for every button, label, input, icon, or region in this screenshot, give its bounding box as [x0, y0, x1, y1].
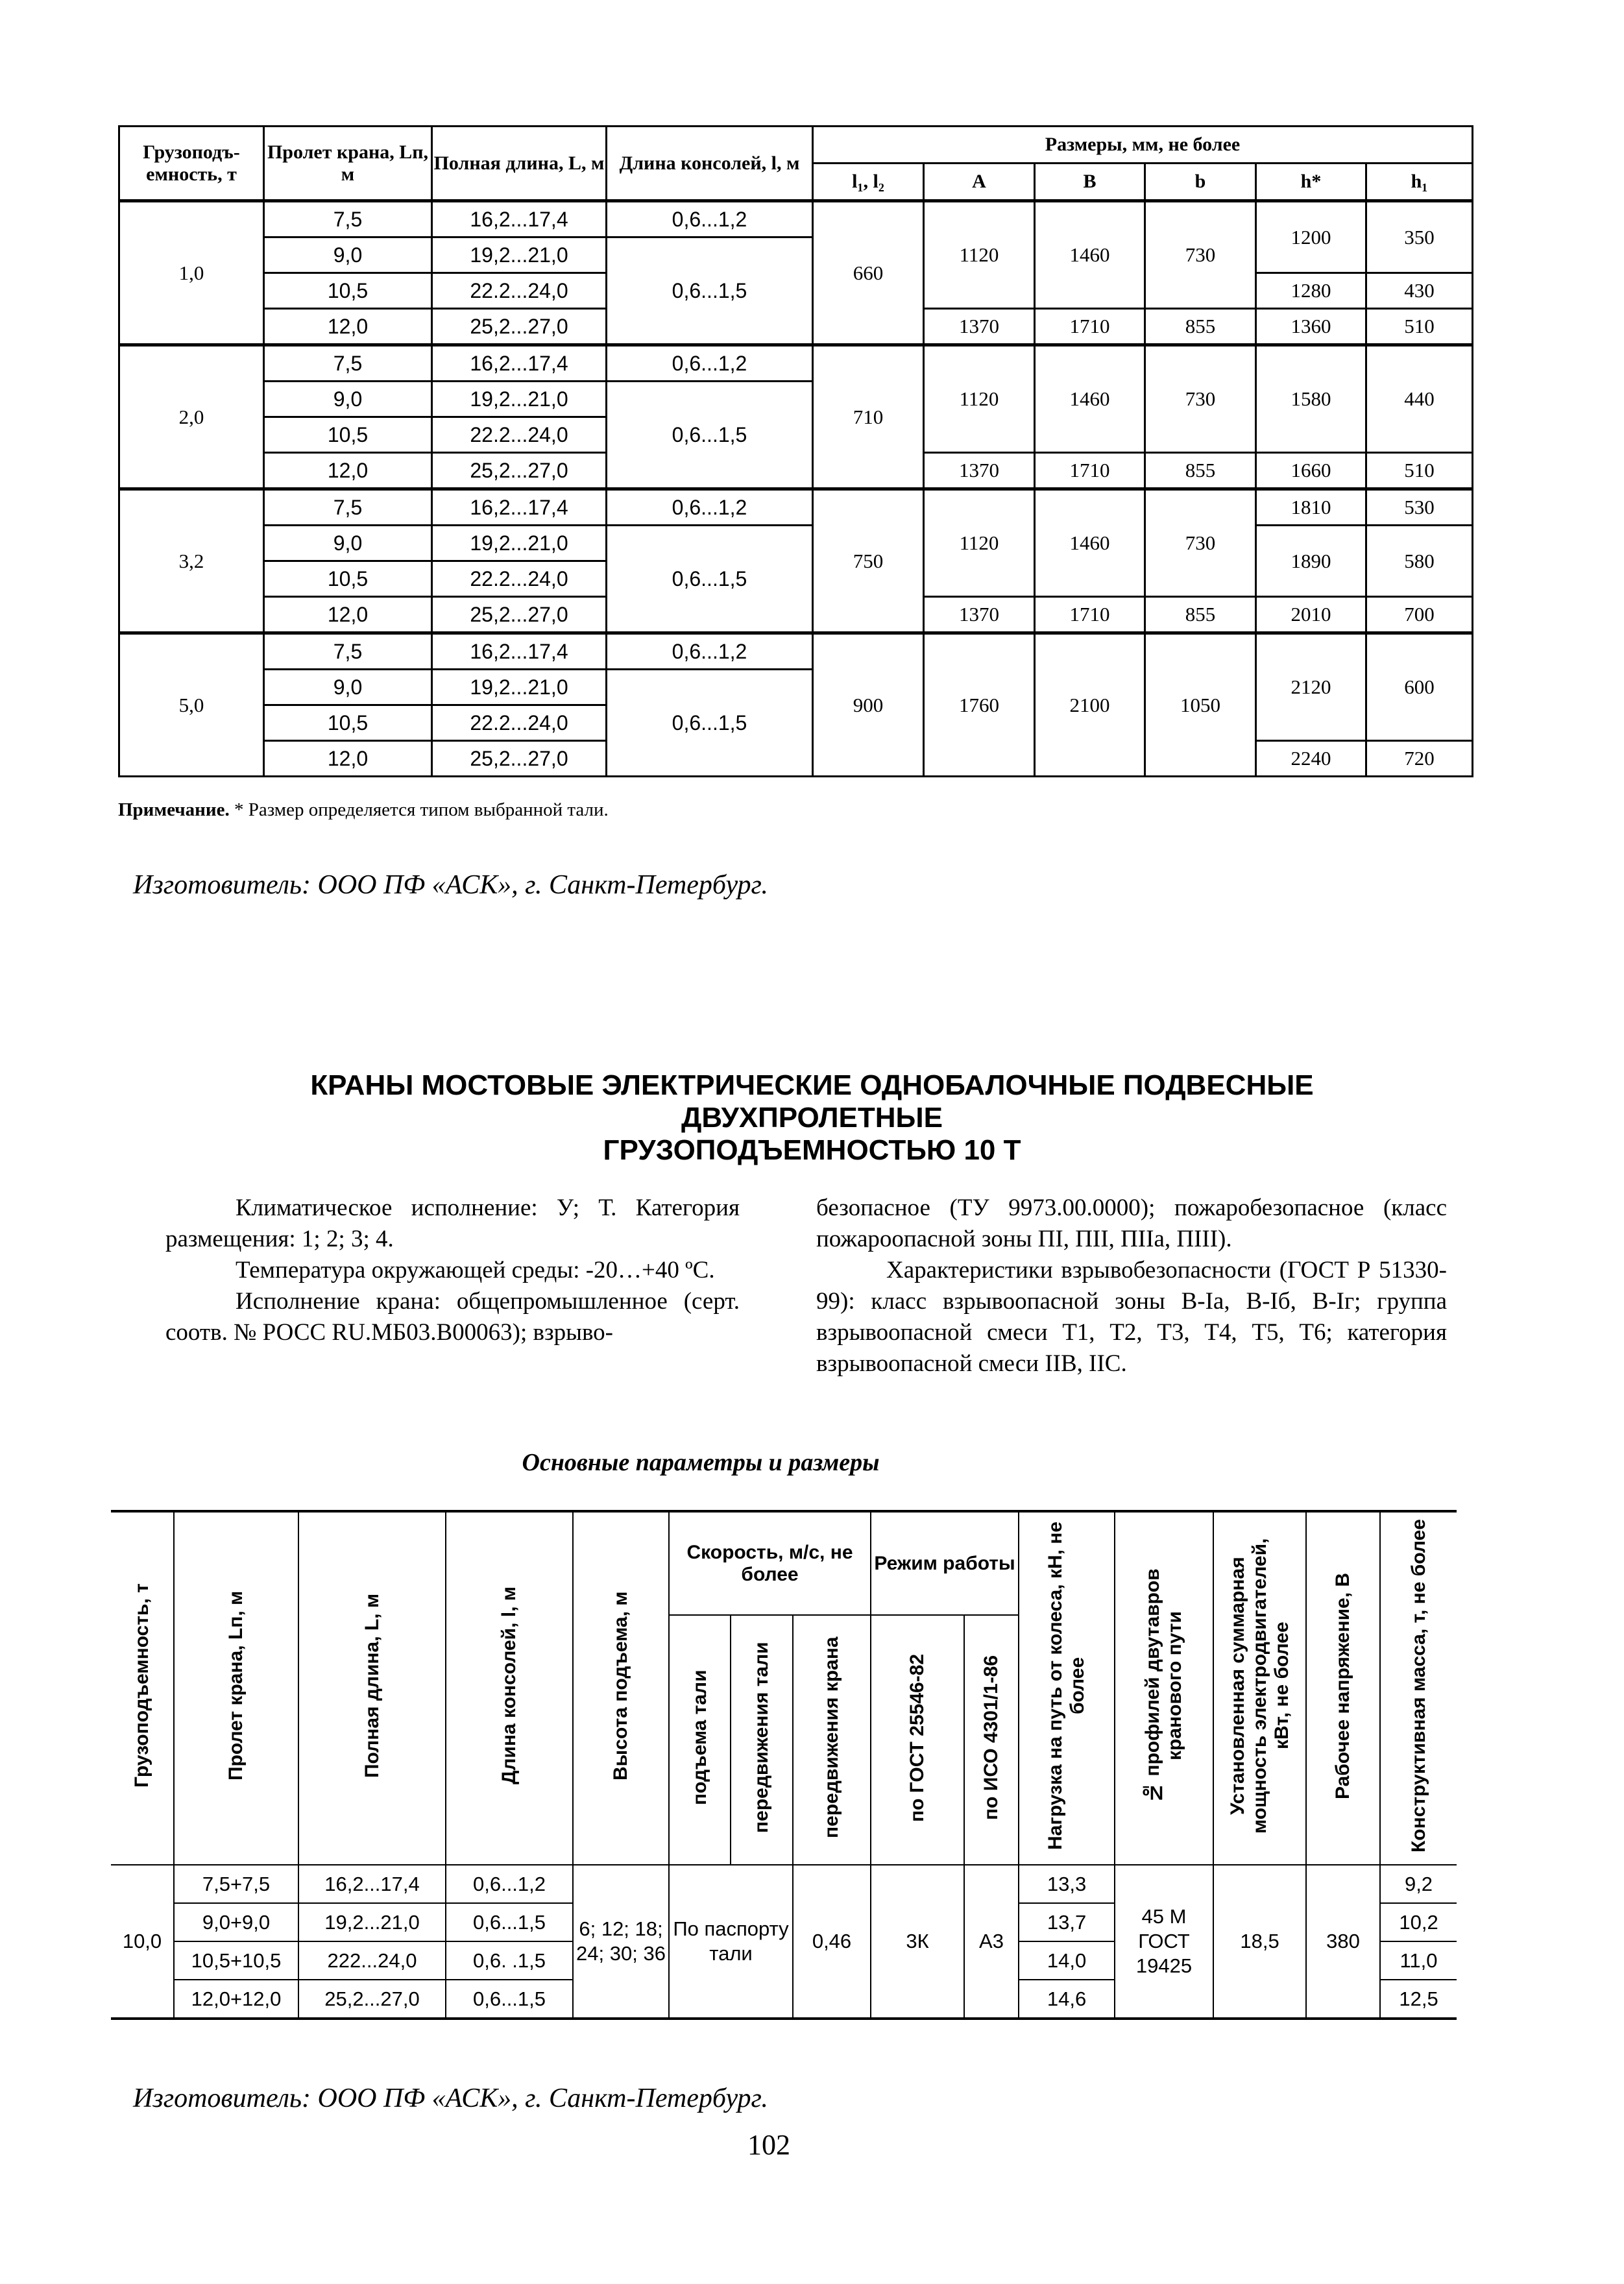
cell: А3: [964, 1865, 1019, 2019]
header-hoist-speed: подъема тали: [669, 1615, 731, 1865]
cell: 12,5: [1380, 1980, 1457, 2019]
cell: 19,2...21,0: [298, 1903, 446, 1941]
cell: 1370: [924, 597, 1035, 633]
cell: 1200: [1256, 201, 1366, 273]
cell: 7,5: [264, 201, 432, 237]
note-label: Примечание.: [118, 799, 230, 820]
cell: 2120: [1256, 633, 1366, 741]
cell: 25,2...27,0: [432, 741, 607, 777]
cell: 580: [1366, 526, 1473, 597]
header-speed: Скорость, м/с, не более: [669, 1511, 871, 1615]
cell: 2240: [1256, 741, 1366, 777]
header-mass: Конструктивная масса, т, не более: [1380, 1511, 1457, 1865]
cell: 16,2...17,4: [298, 1865, 446, 1903]
cell: 1710: [1035, 597, 1145, 633]
cell: 730: [1145, 201, 1256, 309]
cell: 10,5: [264, 417, 432, 453]
cell: 660: [813, 201, 924, 345]
cell: 13,7: [1019, 1903, 1115, 1941]
cell: 430: [1366, 273, 1473, 309]
header-span: Пролет крана, Lп, м: [174, 1511, 298, 1865]
cell: 13,3: [1019, 1865, 1115, 1903]
cell: 855: [1145, 597, 1256, 633]
manufacturer-line: Изготовитель: ООО ПФ «АСК», г. Санкт-Петербург.: [133, 2084, 768, 2113]
cell: 1,0: [119, 201, 264, 345]
cell: 10,0: [111, 1865, 174, 2019]
table-row: [119, 633, 1473, 670]
cell: 9,0: [264, 237, 432, 273]
cell: 1660: [1256, 453, 1366, 489]
cell: 19,2...21,0: [432, 670, 607, 705]
cell: 12,0+12,0: [174, 1980, 298, 2019]
cell: 12,0: [264, 597, 432, 633]
cell: 0,46: [793, 1865, 871, 2019]
header-capacity: Грузоподъ-емность, т: [119, 127, 264, 201]
cell: 0,6...1,2: [607, 633, 813, 670]
cell: 0,6...1,2: [607, 345, 813, 382]
table-note: [118, 799, 609, 821]
table-subtitle: Основные параметры и размеры: [522, 1449, 880, 1476]
cell: 9,0: [264, 670, 432, 705]
cell: 1050: [1145, 633, 1256, 777]
cell: 1710: [1035, 309, 1145, 345]
table-row: [119, 345, 1473, 382]
body-text-left: [165, 1193, 740, 1348]
header-capacity: Грузоподъемность, т: [111, 1511, 174, 1865]
cell: 900: [813, 633, 924, 777]
header-console: Длина консолей, l, м: [607, 127, 813, 201]
table-row: [119, 526, 1473, 561]
cell: 750: [813, 489, 924, 633]
cell: 7,5: [264, 345, 432, 382]
paragraph: Исполнение крана: общепромышленное (серт. соотв. № РОСС RU.МБ03.В00063); взрыво-: [165, 1288, 740, 1346]
cell: 7,5: [264, 489, 432, 526]
cell: 10,5+10,5: [174, 1941, 298, 1980]
cell: 14,6: [1019, 1980, 1115, 2019]
cell: 0,6...1,5: [607, 237, 813, 345]
cell: 1760: [924, 633, 1035, 777]
cell: 10,5: [264, 705, 432, 741]
header-power: Установленная суммарная мощность электродвигателей, кВт, не более: [1213, 1511, 1306, 1865]
table-row: [119, 201, 1473, 237]
header-b: b: [1145, 164, 1256, 201]
cell: 510: [1366, 453, 1473, 489]
cell: 10,2: [1380, 1903, 1457, 1941]
cell: 14,0: [1019, 1941, 1115, 1980]
cell: 1810: [1256, 489, 1366, 526]
cell: 720: [1366, 741, 1473, 777]
cell: 0,6...1,2: [607, 489, 813, 526]
cell: По паспорту тали: [669, 1865, 793, 2019]
cell: 1280: [1256, 273, 1366, 309]
header-trolley-speed: передвижения тали: [731, 1615, 793, 1865]
body-text-right: [816, 1193, 1447, 1379]
cell: 10,5: [264, 273, 432, 309]
cell: 855: [1145, 453, 1256, 489]
cell: 25,2...27,0: [432, 309, 607, 345]
cell: 16,2...17,4: [432, 633, 607, 670]
cell: 22.2...24,0: [432, 273, 607, 309]
table-row: [119, 489, 1473, 526]
cell: 0,6...1,5: [446, 1903, 573, 1941]
cell: 3К: [871, 1865, 964, 2019]
cell: 222...24,0: [298, 1941, 446, 1980]
cell: 0,6...1,5: [607, 670, 813, 777]
cell: 12,0: [264, 309, 432, 345]
cell: 7,5: [264, 633, 432, 670]
cell: 12,0: [264, 741, 432, 777]
cell: 3,2: [119, 489, 264, 633]
header-B: B: [1035, 164, 1145, 201]
cell: 1120: [924, 345, 1035, 453]
cell: 730: [1145, 345, 1256, 453]
note-text: * Размер определяется типом выбранной тали.: [229, 799, 609, 820]
cell: 2010: [1256, 597, 1366, 633]
header-wheel-load: Нагрузка на путь от колеса, кН, не более: [1019, 1511, 1115, 1865]
title-line: КРАНЫ МОСТОВЫЕ ЭЛЕКТРИЧЕСКИЕ ОДНОБАЛОЧНЫЕ ПОДВЕСНЫЕ: [310, 1069, 1314, 1101]
cell: 45 М ГОСТ 19425: [1115, 1865, 1213, 2019]
header-span: Пролет крана, Lп, м: [264, 127, 432, 201]
cell: 0,6...1,2: [607, 201, 813, 237]
cell: 22.2...24,0: [432, 561, 607, 597]
cell: 730: [1145, 489, 1256, 597]
cell: 0,6...1,5: [607, 526, 813, 633]
cell: 25,2...27,0: [432, 597, 607, 633]
cell: 19,2...21,0: [432, 382, 607, 417]
table-row: [111, 1865, 1457, 1903]
cell: 7,5+7,5: [174, 1865, 298, 1903]
cell: 2100: [1035, 633, 1145, 777]
paragraph: Характеристики взрывобезопасности (ГОСТ Р 51330-99): класс взрывоопасной зоны В-Iа, В-Iб, В-Iг; группа взрывоопасной смеси Т1, Т2, Т3, Т4, Т5, Т6; категория взрывоопасной смеси IIВ, IIС.: [816, 1257, 1447, 1377]
cell: 440: [1366, 345, 1473, 453]
header-h1: h₁: [1366, 164, 1473, 201]
paragraph: безопасное (ТУ 9973.00.0000); пожаробезопасное (класс пожароопасной зоны ПI, ПII, ПIIа, ПIII).: [816, 1195, 1447, 1252]
cell: 1120: [924, 201, 1035, 309]
header-mode: Режим работы: [871, 1511, 1019, 1615]
header-iso-mode: по ИСО 4301/1-86: [964, 1615, 1019, 1865]
cell: 1370: [924, 309, 1035, 345]
cell: 1360: [1256, 309, 1366, 345]
cell: 700: [1366, 597, 1473, 633]
cell: 530: [1366, 489, 1473, 526]
cell: 1460: [1035, 201, 1145, 309]
cell: 22.2...24,0: [432, 705, 607, 741]
cell: 6; 12; 18; 24; 30; 36: [573, 1865, 669, 2019]
cell: 0,6...1,2: [446, 1865, 573, 1903]
cell: 10,5: [264, 561, 432, 597]
page-number: 102: [747, 2129, 790, 2161]
dimensions-table: [118, 125, 1473, 777]
header-profile: № профилей двутавров кранового пути: [1115, 1511, 1213, 1865]
cell: 0,6...1,5: [446, 1980, 573, 2019]
header-dimensions: Размеры, мм, не более: [813, 127, 1473, 164]
cell: 350: [1366, 201, 1473, 273]
cell: 11,0: [1380, 1941, 1457, 1980]
header-gost-mode: по ГОСТ 25546-82: [871, 1615, 964, 1865]
header-lift-height: Высота подъема, м: [573, 1511, 669, 1865]
parameters-table: [111, 1510, 1457, 2020]
cell: 0,6. .1,5: [446, 1941, 573, 1980]
cell: 380: [1306, 1865, 1380, 2019]
cell: 12,0: [264, 453, 432, 489]
section-title: [0, 1069, 1624, 1167]
cell: 9,0+9,0: [174, 1903, 298, 1941]
cell: 5,0: [119, 633, 264, 777]
cell: 18,5: [1213, 1865, 1306, 2019]
cell: 9,0: [264, 382, 432, 417]
header-h: h*: [1256, 164, 1366, 201]
cell: 1580: [1256, 345, 1366, 453]
cell: 16,2...17,4: [432, 345, 607, 382]
cell: 25,2...27,0: [298, 1980, 446, 2019]
title-line: ДВУХПРОЛЕТНЫЕ: [681, 1102, 943, 1134]
cell: 2,0: [119, 345, 264, 489]
cell: 1710: [1035, 453, 1145, 489]
cell: 855: [1145, 309, 1256, 345]
header-voltage: Рабочее напряжение, В: [1306, 1511, 1380, 1865]
cell: 0,6...1,5: [607, 382, 813, 489]
header-crane-speed: передвижения крана: [793, 1615, 871, 1865]
title-line: ГРУЗОПОДЪЕМНОСТЬЮ 10 Т: [603, 1134, 1021, 1166]
cell: 1460: [1035, 345, 1145, 453]
cell: 510: [1366, 309, 1473, 345]
cell: 1120: [924, 489, 1035, 597]
cell: 16,2...17,4: [432, 201, 607, 237]
header-A: A: [924, 164, 1035, 201]
cell: 9,2: [1380, 1865, 1457, 1903]
paragraph: Климатическое исполнение: У; Т. Категория размещения: 1; 2; 3; 4.: [165, 1195, 740, 1252]
cell: 25,2...27,0: [432, 453, 607, 489]
cell: 19,2...21,0: [432, 526, 607, 561]
cell: 16,2...17,4: [432, 489, 607, 526]
cell: 710: [813, 345, 924, 489]
cell: 22.2...24,0: [432, 417, 607, 453]
cell: 1890: [1256, 526, 1366, 597]
cell: 600: [1366, 633, 1473, 741]
cell: 1370: [924, 453, 1035, 489]
header-length: Полная длина, L, м: [432, 127, 607, 201]
header-console: Длина консолей, l, м: [446, 1511, 573, 1865]
cell: 19,2...21,0: [432, 237, 607, 273]
paragraph: Температура окружающей среды: -20…+40 ºС.: [236, 1257, 715, 1283]
cell: 1460: [1035, 489, 1145, 597]
header-length: Полная длина, L, м: [298, 1511, 446, 1865]
cell: 9,0: [264, 526, 432, 561]
manufacturer-line: Изготовитель: ООО ПФ «АСК», г. Санкт-Петербург.: [133, 870, 768, 900]
header-l1l2: l₁, l₂: [813, 164, 924, 201]
